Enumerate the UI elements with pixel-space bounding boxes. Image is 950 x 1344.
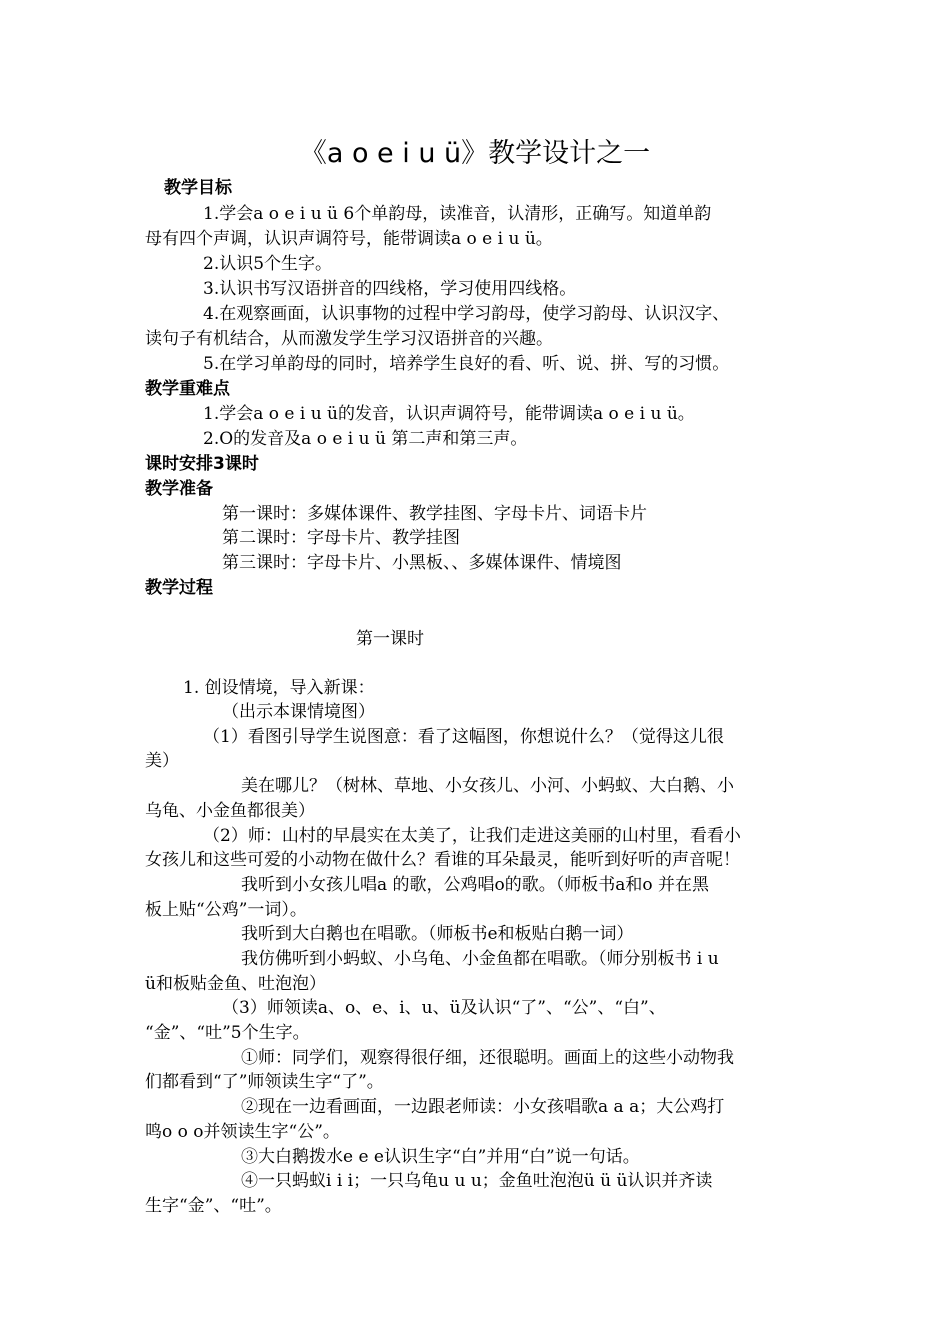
process-line: （出示本课情境图） — [222, 702, 375, 722]
process-line: 们都看到“了”师领读生字“了”。 — [145, 1072, 384, 1092]
process-line: ③大白鹅拨水e e e认识生字“白”并用“白”说一句话。 — [241, 1147, 640, 1167]
process-line: 美在哪儿？（树林、草地、小女孩儿、小河、小蚂蚁、大白鹅、小 — [241, 776, 734, 796]
process-line: （3）师领读a、o、e、i、u、ü及认识“了”、“公”、“白”、 — [222, 998, 666, 1018]
process-line: （2）师：山村的早晨实在太美了，让我们走进这美丽的山村里，看看小 — [203, 826, 741, 846]
process-line: 美） — [145, 751, 179, 771]
goal-line: 读句子有机结合，从而激发学生学习汉语拼音的兴趣。 — [145, 329, 553, 349]
process-line: 我听到小女孩儿唱a 的歌，公鸡唱o的歌。（师板书a和o 并在黑 — [241, 875, 710, 895]
process-line: ①师：同学们，观察得很仔细，还很聪明。画面上的这些小动物我 — [241, 1048, 734, 1068]
goal-line: 2.认识5个生字。 — [203, 254, 333, 274]
prep-line: 第一课时：多媒体课件、教学挂图、字母卡片、词语卡片 — [222, 504, 647, 524]
process-line: 生字“金”、“吐”。 — [145, 1196, 282, 1216]
process-line: 我听到大白鹅也在唱歌。（师板书e和板贴白鹅一词） — [241, 924, 634, 944]
key-heading: 教学重难点 — [145, 379, 230, 399]
process-line: ④一只蚂蚁i i i；一只乌龟u u u；金鱼吐泡泡ü ü ü认识并齐读 — [241, 1171, 713, 1191]
process-line: “金”、“吐”5个生字。 — [145, 1023, 310, 1043]
goal-line: 1.学会a o e i u ü 6个单韵母，读准音，认清形，正确写。知道单韵 — [203, 204, 712, 224]
goals-heading: 教学目标 — [164, 178, 232, 198]
process-line: 板上贴“公鸡”一词）。 — [145, 900, 307, 920]
prep-line: 第三课时：字母卡片、小黑板、、多媒体课件、情境图 — [222, 553, 622, 573]
document-title: 《a o e i u ü》教学设计之一 — [299, 138, 651, 169]
key-line: 2.O的发音及a o e i u ü 第二声和第三声。 — [203, 429, 528, 449]
goal-line: 5.在学习单韵母的同时，培养学生良好的看、听、说、拼、写的习惯。 — [203, 354, 730, 374]
process-line: 鸣o o o并领读生字“公”。 — [145, 1122, 340, 1142]
goal-line: 4.在观察画面，认识事物的过程中学习韵母，使学习韵母、认识汉字、 — [203, 304, 730, 324]
prep-line: 第二课时：字母卡片、教学挂图 — [222, 528, 460, 548]
process-line: （1）看图引导学生说图意：看了这幅图，你想说什么？（觉得这儿很 — [203, 727, 724, 747]
lesson-title: 第一课时 — [356, 629, 424, 649]
process-heading: 教学过程 — [145, 578, 213, 598]
process-line: 我仿佛听到小蚂蚁、小乌龟、小金鱼都在唱歌。（师分别板书 i u — [241, 949, 719, 969]
process-line: ②现在一边看画面，一边跟老师读：小女孩唱歌a a a；大公鸡打 — [241, 1097, 725, 1117]
process-line: ü和板贴金鱼、吐泡泡） — [145, 974, 326, 994]
goal-line: 3.认识书写汉语拼音的四线格，学习使用四线格。 — [203, 279, 577, 299]
prep-heading: 教学准备 — [145, 479, 213, 499]
goal-line: 母有四个声调，认识声调符号，能带调读a o e i u ü。 — [145, 229, 553, 249]
schedule-heading: 课时安排3课时 — [145, 454, 259, 474]
key-line: 1.学会a o e i u ü的发音，认识声调符号，能带调读a o e i u ü。 — [203, 404, 695, 424]
process-line: 乌龟、小金鱼都很美） — [145, 801, 315, 821]
process-line: 1. 创设情境，导入新课： — [183, 678, 375, 698]
process-line: 女孩儿和这些可爱的小动物在做什么？看谁的耳朵最灵，能听到好听的声音呢！ — [145, 850, 740, 870]
